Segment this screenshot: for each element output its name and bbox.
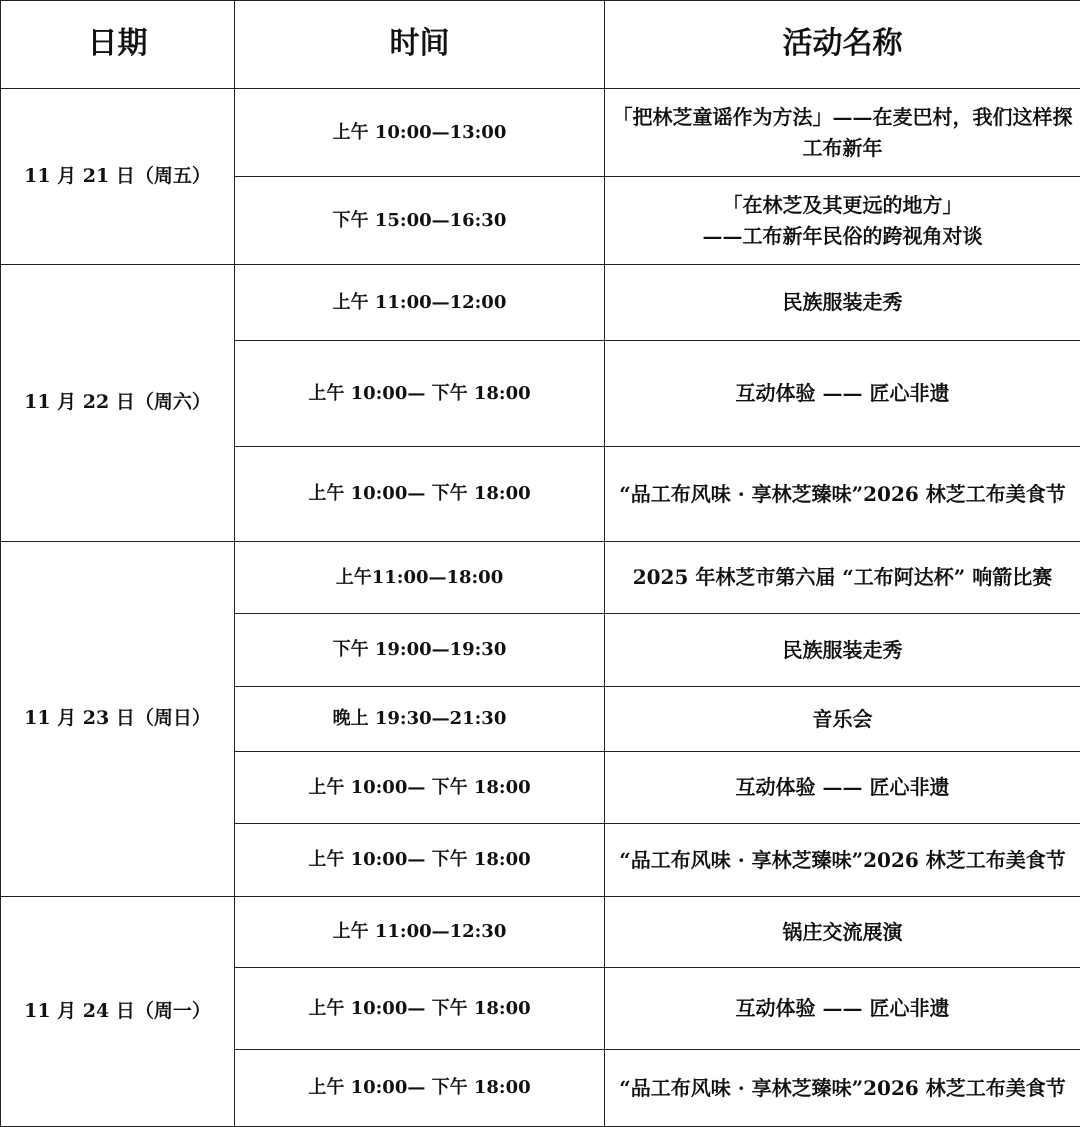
time-cell: 上午 10:00— 下午 18:00	[235, 968, 605, 1050]
time-cell: 上午 10:00— 下午 18:00	[235, 1050, 605, 1127]
activity-cell: 互动体验 —— 匠心非遗	[605, 341, 1080, 447]
time-cell: 下午 15:00—16:30	[235, 177, 605, 265]
activity-cell: 2025 年林芝市第六届 “工布阿达杯” 响箭比赛	[605, 542, 1080, 614]
activity-cell: 民族服装走秀	[605, 614, 1080, 687]
header-date: 日期	[1, 1, 235, 89]
table-row	[1, 265, 1080, 341]
time-cell: 上午 10:00— 下午 18:00	[235, 752, 605, 824]
activity-cell: 互动体验 —— 匠心非遗	[605, 968, 1080, 1050]
header-row	[1, 1, 1080, 89]
date-cell: 11 月 22 日（周六）	[1, 265, 235, 542]
date-cell: 11 月 23 日（周日）	[1, 542, 235, 897]
time-cell: 下午 19:00—19:30	[235, 614, 605, 687]
activity-cell: “品工布风味 · 享林芝臻味”2026 林芝工布美食节	[605, 447, 1080, 542]
time-cell: 上午 11:00—12:30	[235, 897, 605, 968]
header-activity-name: 活动名称	[605, 1, 1080, 89]
activity-cell: 互动体验 —— 匠心非遗	[605, 752, 1080, 824]
activity-cell: 「在林芝及其更远的地方」 ——工布新年民俗的跨视角对谈	[605, 177, 1080, 265]
table-row	[1, 89, 1080, 177]
time-cell: 上午 10:00—13:00	[235, 89, 605, 177]
time-cell: 上午 11:00—12:00	[235, 265, 605, 341]
activity-cell: “品工布风味 · 享林芝臻味”2026 林芝工布美食节	[605, 824, 1080, 897]
header-time: 时间	[235, 1, 605, 89]
activity-cell: 锅庄交流展演	[605, 897, 1080, 968]
date-cell: 11 月 24 日（周一）	[1, 897, 235, 1127]
activity-cell: 「把林芝童谣作为方法」——在麦巴村，我们这样探工布新年	[605, 89, 1080, 177]
activity-cell: “品工布风味 · 享林芝臻味”2026 林芝工布美食节	[605, 1050, 1080, 1127]
table-row	[1, 542, 1080, 614]
activity-cell: 民族服装走秀	[605, 265, 1080, 341]
time-cell: 上午 10:00— 下午 18:00	[235, 341, 605, 447]
time-cell: 上午 10:00— 下午 18:00	[235, 824, 605, 897]
table-row	[1, 897, 1080, 968]
activity-cell: 音乐会	[605, 687, 1080, 752]
date-cell: 11 月 21 日（周五）	[1, 89, 235, 265]
time-cell: 上午11:00—18:00	[235, 542, 605, 614]
time-cell: 上午 10:00— 下午 18:00	[235, 447, 605, 542]
time-cell: 晚上 19:30—21:30	[235, 687, 605, 752]
